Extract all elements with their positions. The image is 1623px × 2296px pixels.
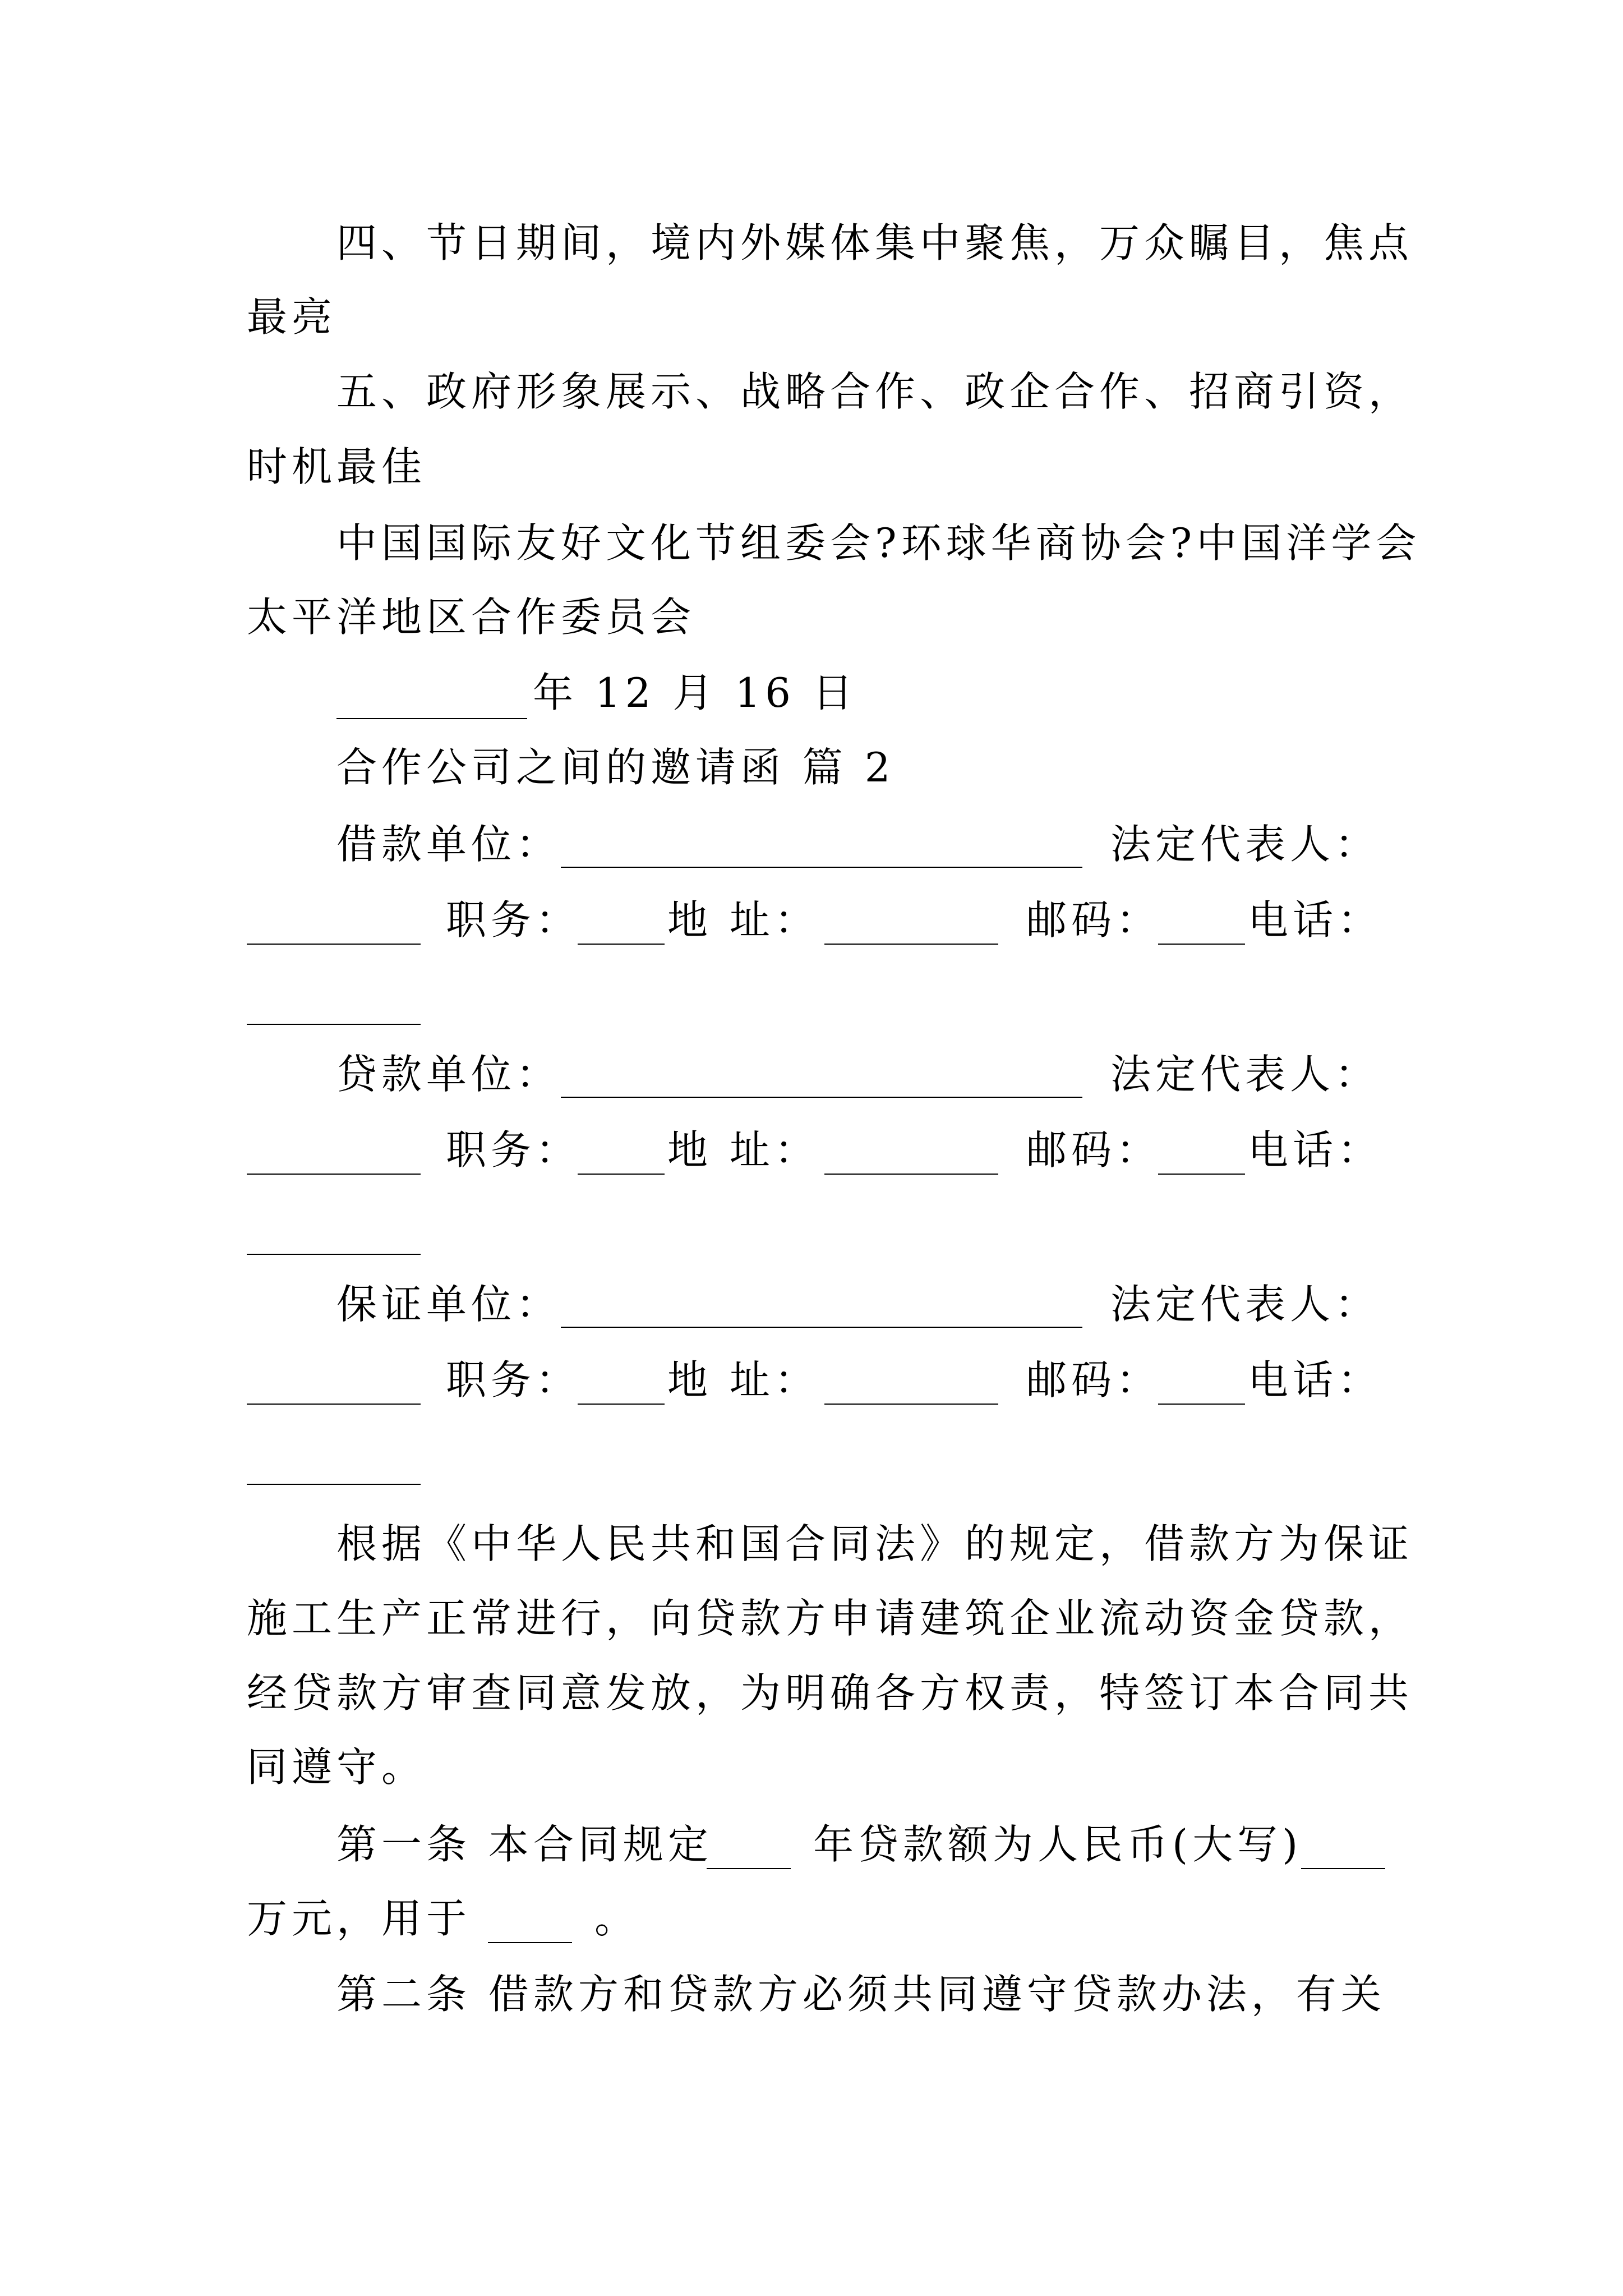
- guarantor-name-blank: [561, 1327, 1082, 1328]
- lender-position-blank: [578, 1174, 665, 1175]
- paragraph-five-line-1: 五、政府形象展示、战略合作、政企合作、招商引资，: [336, 368, 1414, 415]
- guarantor-postcode-blank: [1158, 1404, 1245, 1405]
- lender-position-label: 职务：: [446, 1126, 581, 1174]
- paragraph-four-line-1: 四、节日期间，境内外媒体集中聚焦，万众瞩目，焦点: [336, 219, 1414, 266]
- organizer-line-1: 中国国际友好文化节组委会?环球华商协会?中国洋学会: [336, 519, 1421, 567]
- borrower-legal-rep-label: 法定代表人：: [1110, 821, 1380, 868]
- article-one-part-1: 第一条 本合同规定: [336, 1821, 713, 1868]
- lender-legal-rep-blank: [247, 1174, 421, 1175]
- intro-line-4: 同遵守。: [247, 1743, 427, 1791]
- intro-line-3: 经贷款方审查同意发放，为明确各方权责，特签订本合同共: [247, 1669, 1414, 1717]
- lender-postcode-blank: [1158, 1174, 1245, 1175]
- borrower-address-label: 地 址：: [667, 896, 819, 944]
- guarantor-phone-blank: [247, 1484, 421, 1485]
- guarantor-phone-label: 电话：: [1248, 1356, 1383, 1404]
- intro-line-1: 根据《中华人民共和国合同法》的规定，借款方为保证: [336, 1520, 1414, 1567]
- article-one-part-2: 年贷款额为人民币(大写): [813, 1821, 1303, 1868]
- lender-address-blank: [824, 1174, 998, 1175]
- borrower-postcode-blank: [1158, 944, 1245, 945]
- paragraph-five-line-2: 时机最佳: [247, 443, 427, 490]
- borrower-postcode-label: 邮码：: [1026, 896, 1161, 944]
- lender-phone-label: 电话：: [1248, 1126, 1383, 1174]
- article-one-year-blank: [707, 1868, 791, 1869]
- date-text: 年 12 月 16 日: [533, 669, 857, 716]
- borrower-position-blank: [578, 944, 665, 945]
- section-title-2: 合作公司之间的邀请函 篇 2: [336, 744, 895, 791]
- year-blank: [336, 718, 527, 719]
- organizer-line-2: 太平洋地区合作委员会: [247, 593, 696, 641]
- article-one-purpose-blank: [488, 1942, 572, 1943]
- article-one-amount-blank: [1301, 1868, 1385, 1869]
- lender-name-blank: [561, 1097, 1082, 1098]
- guarantor-label: 保证单位：: [336, 1281, 561, 1328]
- guarantor-postcode-label: 邮码：: [1026, 1356, 1161, 1404]
- article-two-line-1: 第二条 借款方和贷款方必须共同遵守贷款办法，有关: [336, 1971, 1386, 2018]
- lender-legal-rep-label: 法定代表人：: [1110, 1051, 1380, 1098]
- lender-postcode-label: 邮码：: [1026, 1126, 1161, 1174]
- lender-label: 贷款单位：: [336, 1051, 561, 1098]
- borrower-phone-label: 电话：: [1248, 896, 1383, 944]
- paragraph-four-line-2: 最亮: [247, 293, 337, 341]
- borrower-address-blank: [824, 944, 998, 945]
- guarantor-position-blank: [578, 1404, 665, 1405]
- borrower-legal-rep-blank: [247, 944, 421, 945]
- borrower-phone-blank: [247, 1024, 421, 1025]
- guarantor-position-label: 职务：: [446, 1356, 581, 1404]
- borrower-name-blank: [561, 867, 1082, 868]
- lender-address-label: 地 址：: [667, 1126, 819, 1174]
- guarantor-address-label: 地 址：: [667, 1356, 819, 1404]
- article-one-period: 。: [594, 1895, 640, 1942]
- borrower-position-label: 职务：: [446, 896, 581, 944]
- guarantor-legal-rep-label: 法定代表人：: [1110, 1281, 1380, 1328]
- guarantor-legal-rep-blank: [247, 1404, 421, 1405]
- guarantor-address-blank: [824, 1404, 998, 1405]
- lender-phone-blank: [247, 1254, 421, 1255]
- borrower-label: 借款单位：: [336, 821, 561, 868]
- intro-line-2: 施工生产正常进行，向贷款方申请建筑企业流动资金贷款，: [247, 1595, 1414, 1642]
- article-one-part-3: 万元，用于: [247, 1895, 472, 1942]
